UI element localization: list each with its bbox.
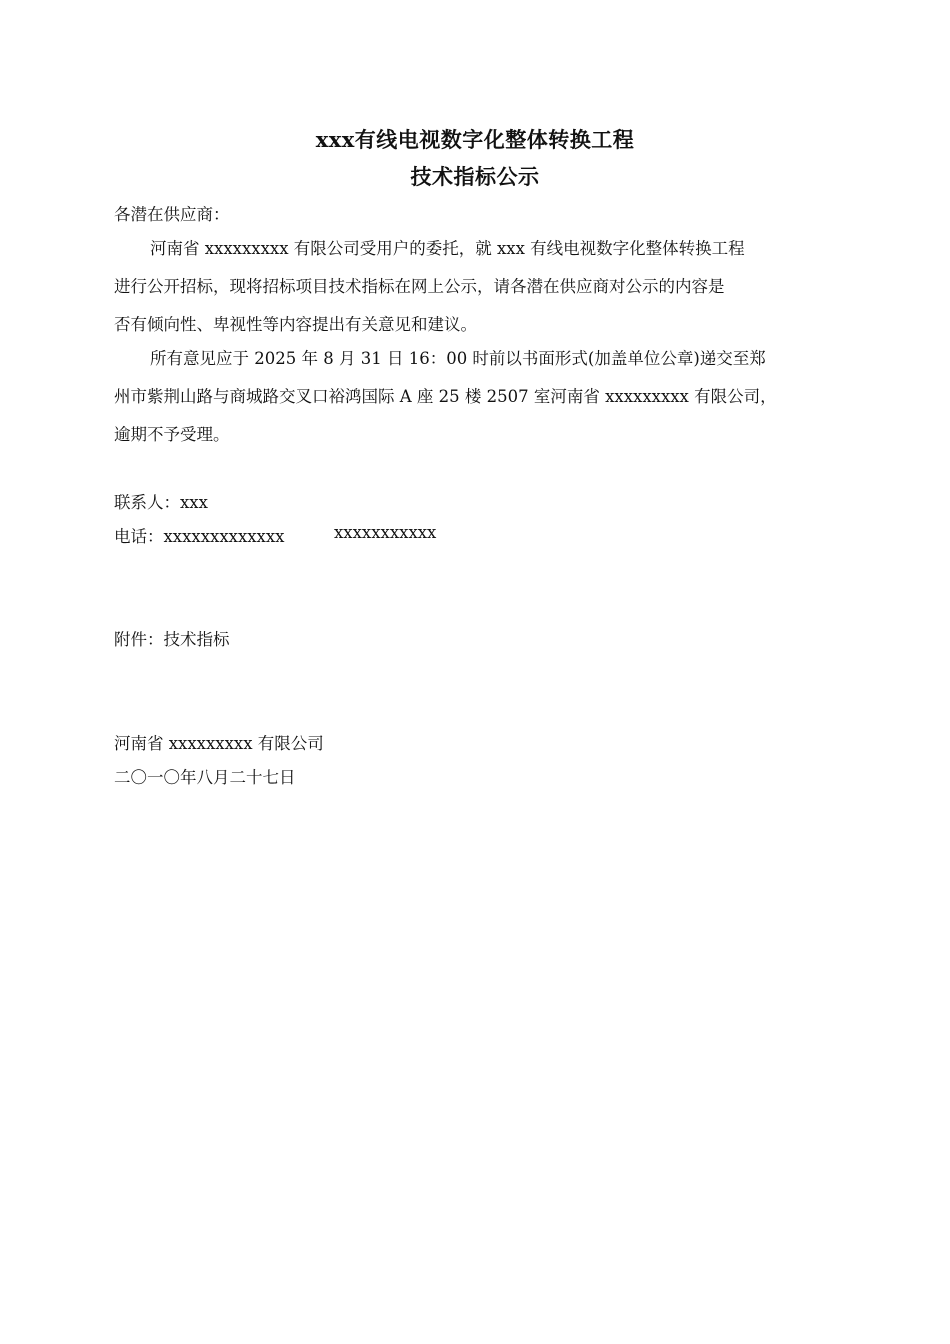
- contact-person: 联系人：xxx: [114, 493, 208, 512]
- document-title: xxx有线电视数字化整体转换工程: [315, 127, 635, 152]
- contact-phone: [114, 523, 839, 547]
- contact-phone-primary: 电话：xxxxxxxxxxxxx: [114, 527, 285, 546]
- paragraph2-line1: 所有意见应于 2025 年 8 月 31 日 16：00 时前以书面形式(加盖单位公章)递交至郑: [150, 349, 766, 368]
- salutation: 各潜在供应商：: [114, 205, 230, 224]
- signature-company: 河南省 xxxxxxxxx 有限公司: [114, 734, 324, 753]
- attachment: 附件：技术指标: [114, 630, 230, 649]
- paragraph1-line1: 河南省 xxxxxxxxx 有限公司受用户的委托，就 xxx 有线电视数字化整体转换工程: [150, 239, 745, 258]
- paragraph2-line3: 逾期不予受理。: [114, 425, 230, 444]
- signature-date: 二〇一〇年八月二十七日: [114, 768, 296, 787]
- paragraph1-line2: 进行公开招标，现将招标项目技术指标在网上公示，请各潜在供应商对公示的内容是: [114, 277, 725, 296]
- document-subtitle: 技术指标公示: [410, 164, 540, 189]
- paragraph1-line3: 否有倾向性、卑视性等内容提出有关意见和建议。: [114, 315, 477, 334]
- paragraph2-line2: 州市紫荆山路与商城路交叉口裕鸿国际 A 座 25 楼 2507 室河南省 xxxxxxxxx 有限公司，: [114, 387, 777, 406]
- contact-phone-secondary: xxxxxxxxxxx: [334, 523, 437, 542]
